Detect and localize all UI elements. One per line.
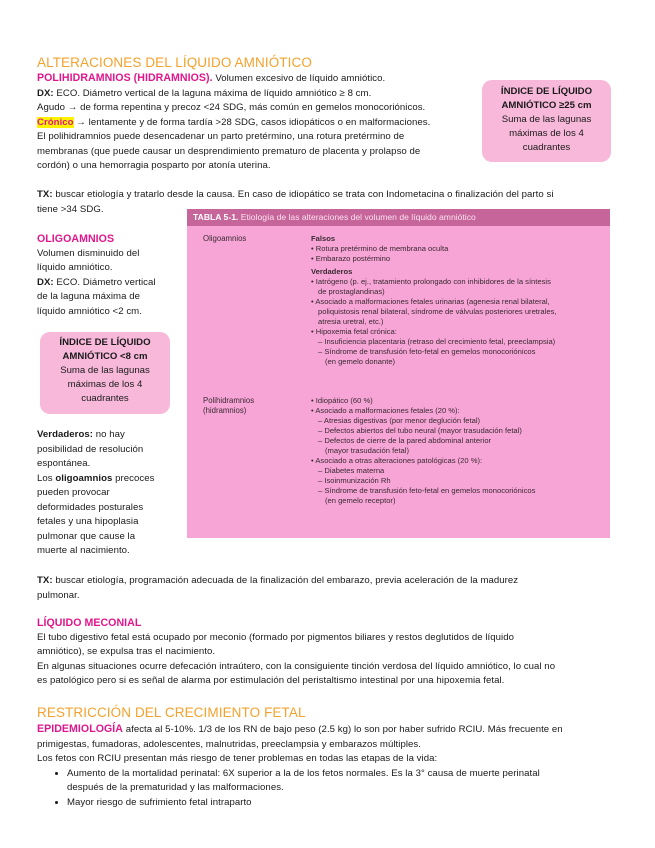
precoces-label: oligoamnios <box>55 472 113 484</box>
oligo-box-line2: máximas de los 4 <box>67 379 143 390</box>
oligo-verdaderos <box>37 428 182 443</box>
oligo-dx1: ECO. Diámetro vertical <box>53 276 156 288</box>
poli-def: Volumen excesivo de líquido amniótico. <box>212 73 386 84</box>
oligo-verdaderos-block <box>37 428 182 559</box>
oligo-precoces <box>37 472 182 487</box>
epidemiologia-label: EPIDEMIOLOGÍA <box>37 723 123 735</box>
table-item: (en gemelo receptor) <box>325 496 396 505</box>
oligo-tx-text1: buscar etiología, programación adecuada de la finalización del embarazo, previa aceleración de la madurez <box>52 575 519 586</box>
poli-line4: El polihidramnios puede desencadenar un parto pretérmino, una rotura pretérmino de <box>37 131 405 142</box>
poli-tx-label: TX: <box>37 189 53 200</box>
polihidramnios-block <box>37 71 477 174</box>
rciu-bullet1a: Aumento de la mortalidad perinatal: 6X superior a la de los fetos normales. Es la 3° causa de muerte perinatal <box>67 767 540 779</box>
table-poli-label <box>203 396 254 416</box>
table-header <box>187 209 610 226</box>
meconial-block <box>37 616 642 689</box>
oligo-line: espontánea. <box>37 458 91 469</box>
list-item <box>67 796 642 811</box>
poli-tx-line2: tiene >34 SDG. <box>37 203 104 215</box>
oligo-dx-label: DX: <box>37 276 54 288</box>
poli-dx-text: ECO. Diámetro vertical de la laguna máxima de líquido amniótico ≥ 8 cm. <box>53 87 372 99</box>
oligo-box-title2: AMNIÓTICO <8 cm <box>62 351 148 362</box>
table-item: • Idiopático (60 %) <box>311 396 373 405</box>
table-item: – Isoinmunización Rh <box>318 476 391 485</box>
table-falsos: Falsos <box>311 234 336 243</box>
table-item: – Defectos abiertos del tubo neural (mayor trasudación fetal) <box>318 426 522 435</box>
table-item: (en gemelo donante) <box>325 357 396 366</box>
table-poli-label1: Polihidramnios <box>203 396 255 405</box>
table-item: – Diabetes materna <box>318 466 385 475</box>
table-item: – Síndrome de transfusión feto-fetal en gemelos monocoriónicos <box>318 347 536 356</box>
precoces-pre: Los <box>37 472 56 484</box>
table-item: • Asociado a otras alteraciones patológicas (20 %): <box>311 456 483 465</box>
table-poli-causes <box>311 396 610 506</box>
oligo-box-title1: ÍNDICE DE LÍQUIDO <box>59 337 151 348</box>
oligo-line: líquido amniótico. <box>37 262 113 273</box>
section-title-alteraciones: ALTERACIONES DEL LÍQUIDO AMNIÓTICO <box>37 55 312 70</box>
oligo-box-line1: Suma de las lagunas <box>60 365 150 376</box>
section-title-rciu: RESTRICCIÓN DEL CRECIMIENTO FETAL <box>37 705 306 720</box>
rciu-bullet1b: después de la prematuridad y las malformaciones. <box>67 782 284 793</box>
meconial-title: LÍQUIDO MECONIAL <box>37 617 142 629</box>
oligo-line: pulmonar que cause la <box>37 530 136 542</box>
oligo-tx <box>37 574 637 603</box>
table-oligo-causes <box>311 234 610 367</box>
oligo-line: posibilidad de resolución <box>37 443 144 455</box>
table-verdaderos: Verdaderos <box>311 267 353 276</box>
table-item: • Asociado a malformaciones fetales (20 %): <box>311 406 460 415</box>
oligo-line: pueden provocar <box>37 487 110 498</box>
cronico-highlight: Crónico <box>37 116 74 128</box>
oligo-tx-line1 <box>37 574 637 589</box>
oligo-dx <box>37 276 182 291</box>
poli-cronico-text: → lentamente y de forma tardía >28 SDG, casos idiopáticos o en malformaciones. <box>73 116 431 128</box>
oligo-block <box>37 232 182 319</box>
list-item <box>67 767 642 796</box>
table-item: – Insuficiencia placentaria (retraso del crecimiento fetal, preeclampsia) <box>318 337 556 346</box>
oligo-line: muerte al nacimiento. <box>37 545 130 556</box>
oligo-line: fetales y una hipoplasia <box>37 516 139 527</box>
oligo-line: líquido amniótico <2 cm. <box>37 305 142 317</box>
poli-tx-text1: buscar etiología y tratarlo desde la causa. En caso de idiopático se trata con Indometacina o finalización del parto si <box>52 189 554 200</box>
table-item: – Defectos de cierre de la pared abdominal anterior <box>318 436 492 445</box>
poli-definition <box>37 71 477 87</box>
precoces-text: precoces <box>112 472 155 484</box>
table-title-bold: TABLA 5-1. <box>193 212 239 222</box>
poli-box-title1: ÍNDICE DE LÍQUIDO <box>500 86 593 97</box>
oligo-line: Volumen disminuido del <box>37 247 140 259</box>
rciu-epi-text: afecta al 5-10%. 1/3 de los RN de bajo peso (2.5 kg) lo son por haber sufrido RCIU. Más frecuente en <box>123 724 563 735</box>
oligo-line: deformidades posturales <box>37 501 144 513</box>
verdaderos-text: no hay <box>93 429 125 440</box>
rciu-block <box>37 722 642 810</box>
rciu-list <box>37 767 642 811</box>
table-item: poliquistosis renal bilateral, síndrome de válvulas posteriores uretrales, <box>318 307 557 316</box>
table-item: • Embarazo postérmino <box>311 254 391 263</box>
meconial-line: El tubo digestivo fetal está ocupado por meconio (formado por pigmentos biliares y restos deglutidos de líquido <box>37 631 514 643</box>
rciu-line: Los fetos con RCIU presentan más riesgo de tener problemas en todas las etapas de la vida: <box>37 753 438 764</box>
rciu-bullet2: Mayor riesgo de sufrimiento fetal intraparto <box>67 796 252 808</box>
verdaderos-label: Verdaderos: <box>37 429 94 440</box>
poli-box-line1: Suma de las lagunas <box>501 114 592 125</box>
poli-dx <box>37 87 477 102</box>
poli-line6: cordón) o una hemorragia posparto por atonía uterina. <box>37 160 271 171</box>
table-title: Etiología de las alteraciones del volumen de líquido amniótico <box>238 212 476 222</box>
table-item: – Atresias digestivas (por menor deglución fetal) <box>318 416 481 425</box>
oligo-tx-label: TX: <box>37 575 53 586</box>
oligo-index-box <box>40 332 170 414</box>
poli-box-line3: cuadrantes <box>522 142 571 153</box>
oligo-label: OLIGOAMNIOS <box>37 233 115 245</box>
table-item: atresia uretral, etc.) <box>318 317 384 326</box>
table-item: • Asociado a malformaciones fetales urinarias (agenesia renal bilateral, <box>311 297 550 306</box>
oligo-tx-line2: pulmonar. <box>37 589 80 601</box>
meconial-line: amniótico), se expulsa tras el nacimiento. <box>37 646 216 657</box>
oligo-line: de la laguna máxima de <box>37 291 140 302</box>
rciu-line: primigestas, fumadoras, adolescentes, malnutridas, preeclampsia y embarazos múltiples. <box>37 738 421 750</box>
table-item: de prostaglandinas) <box>318 287 385 296</box>
table-item: • Rotura pretérmino de membrana oculta <box>311 244 449 253</box>
poli-box-line2: máximas de los 4 <box>509 128 584 139</box>
table-item: • Iatrógeno (p. ej., tratamiento prolongado con inhibidores de la síntesis <box>311 277 551 286</box>
rciu-epi <box>37 722 642 738</box>
poli-dx-label: DX: <box>37 87 54 99</box>
poli-agudo: Agudo → de forma repentina y precoz <24 SDG, más común en gemelos monocoriónicos. <box>37 102 426 113</box>
oligo-box-line3: cuadrantes <box>81 393 129 404</box>
poli-index-box <box>482 80 611 162</box>
table-oligo-label: Oligoamnios <box>203 234 247 243</box>
poli-label: POLIHIDRAMNIOS (HIDRAMNIOS). <box>37 72 213 84</box>
meconial-line: En algunas situaciones ocurre defecación intraútero, con la consiguiente tinción verdosa del líquido amniótico, lo cual no <box>37 660 556 672</box>
table-item: – Síndrome de transfusión feto-fetal en gemelos monocoriónicos <box>318 486 536 495</box>
table-item: • Hipoxemia fetal crónica: <box>311 327 397 336</box>
meconial-line: es patológico pero si es señal de alarma por estimulación del peristaltismo intestinal por una hipoxemia fetal. <box>37 675 505 686</box>
table-item: (mayor trasudación fetal) <box>325 446 409 455</box>
poli-cronico <box>37 116 477 131</box>
table-poli-label2: (hidramnios) <box>203 406 247 415</box>
poli-line5: membranas (que puede causar un desprendimiento prematuro de placenta y prolapso de <box>37 145 421 157</box>
etiology-table <box>187 209 610 538</box>
poli-box-title2: AMNIÓTICO ≥25 cm <box>501 100 592 111</box>
poli-tx-line1 <box>37 188 637 203</box>
